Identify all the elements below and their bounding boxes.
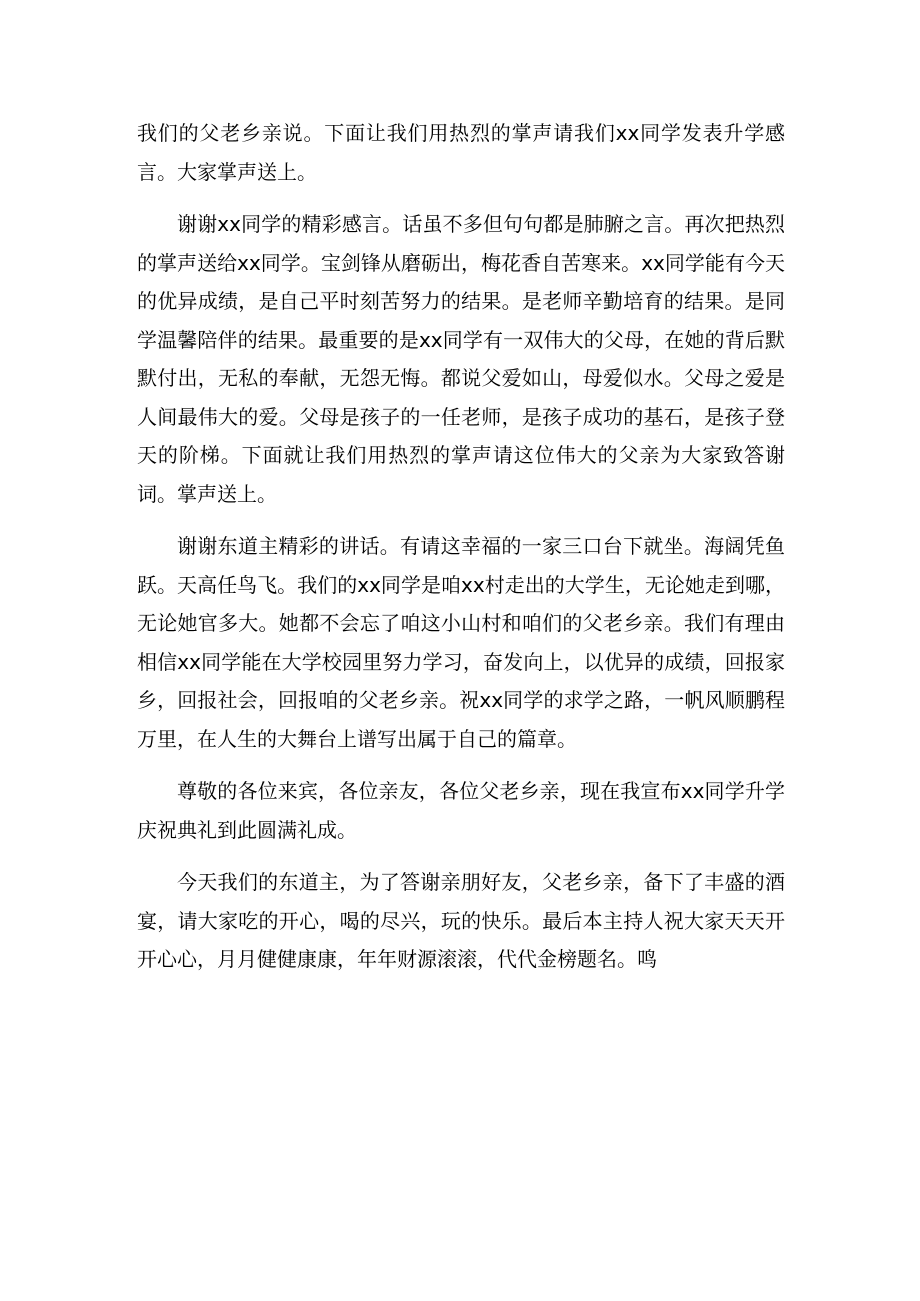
paragraph-4: 尊敬的各位来宾，各位亲友，各位父老乡亲，现在我宣布xx同学升学庆祝典礼到此圆满礼成。 xyxy=(137,779,785,842)
paragraph-2: 谢谢xx同学的精彩感言。话虽不多但句句都是肺腑之言。再次把热烈的掌声送给xx同学。宝剑锋从磨砺出，梅花香自苦寒来。xx同学能有今天的优异成绩，是自己平时刻苦努力的结果。是老师辛勤培育的结果。是同学温馨陪伴的结果。最重要的是xx同学有一双伟大的父母，在她的背后默默付出，无私的奉献，无怨无悔。都说父爱如山，母爱似水。父母之爱是人间最伟大的爱。父母是孩子的一任老师，是孩子成功的基石，是孩子登天的阶梯。下面就让我们用热烈的掌声请这位伟大的父亲为大家致答谢词。掌声送上。 xyxy=(137,212,785,506)
document-body xyxy=(137,114,785,993)
paragraph-5: 今天我们的东道主，为了答谢亲朋好友，父老乡亲，备下了丰盛的酒宴，请大家吃的开心，喝的尽兴，玩的快乐。最后本主持人祝大家天天开开心心，月月健健康康，年年财源滚滚，代代金榜题名。鸣 xyxy=(137,870,785,971)
paragraph-3: 谢谢东道主精彩的讲话。有请这幸福的一家三口台下就坐。海阔凭鱼跃。天高任鸟飞。我们的xx同学是咱xx村走出的大学生，无论她走到哪，无论她官多大。她都不会忘了咱这小山村和咱们的父老乡亲。我们有理由相信xx同学能在大学校园里努力学习，奋发向上，以优异的成绩，回报家乡，回报社会，回报咱的父老乡亲。祝xx同学的求学之路，一帆风顺鹏程万里，在人生的大舞台上谱写出属于自己的篇章。 xyxy=(137,534,785,751)
paragraph-1: 我们的父老乡亲说。下面让我们用热烈的掌声请我们xx同学发表升学感言。大家掌声送上。 xyxy=(137,121,785,184)
